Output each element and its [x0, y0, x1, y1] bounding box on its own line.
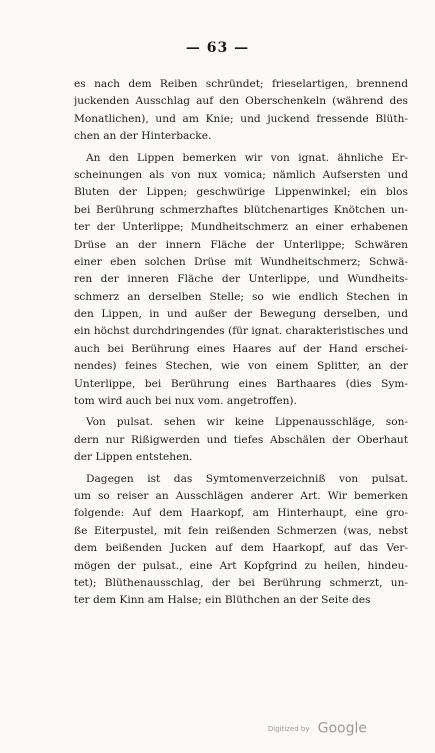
text-line: mögen der pulsat., eine Art Kopfgrind zu heilen, hindeu- [74, 559, 408, 572]
text-line: chen an der Hinterbacke. [74, 130, 212, 143]
text-line: ter der Unterlippe; Mundheitschmerz an einer erhabenen [74, 221, 408, 234]
paragraph [74, 471, 408, 610]
text-line: Unterlippe, bei Berührung eines Barthaares (dies Sym- [74, 377, 408, 390]
text-line: tet); Blüthenausschlag, der bei Berührung schmerzt, un- [74, 576, 408, 589]
watermark-prefix: Digitized by [267, 724, 310, 733]
text-line: Bluten der Lippen; geschwürige Lippenwinkel; ein blos [74, 186, 408, 199]
paragraph [74, 414, 408, 466]
text-line: bei Berührung schmerzhaftes blütchenartiges Knötchen un- [74, 203, 408, 216]
text-line: auch bei Berührung eines Haares auf der Hand erschei- [74, 342, 408, 355]
text-line: Drüse an der innern Fläche der Unterlippe; Schwären [74, 238, 408, 251]
text-line: dern nur Rißigwerden und tiefes Abschälen der Oberhaut [74, 433, 408, 446]
digitized-watermark [268, 718, 367, 737]
text-line: den Lippen, in und außer der Bewegung derselben, und [74, 308, 408, 321]
text-line: scheinungen als von nux vomica; nämlich Aufsersten und [74, 168, 408, 181]
text-line: tom wird auch bei nux vom. angetroffen). [74, 395, 297, 408]
watermark-brand: Google [317, 720, 367, 737]
page-number: — 63 — [185, 40, 250, 56]
text-line: ter dem Kinn am Halse; ein Blüthchen an der Seite des [74, 594, 371, 607]
text-line: Von pulsat. sehen wir keine Lippenausschläge, son- [86, 416, 408, 429]
text-line: der Lippen entstehen. [74, 451, 193, 464]
text-line: ein höchst durchdringendes (für ignat. charakteristisches und [74, 325, 408, 338]
text-line: es nach dem Reiben schründet; frieselartigen, brennend [74, 78, 408, 90]
text-line: nendes) feines Stechen, wie von einem Splitter, an der [74, 360, 408, 373]
paragraph [74, 150, 408, 411]
text-line: um so reiser an Ausschlägen anderer Art. Wir bemerken [74, 489, 408, 502]
text-line: An den Lippen bemerken wir von ignat. ähnliche Er- [86, 151, 408, 164]
body-text [74, 76, 408, 610]
text-line: schmerz an derselben Stelle; so wie endlich Stechen in [74, 290, 408, 303]
text-line: dem beißenden Jucken auf dem Haarkopf, auf das Ver- [74, 542, 408, 555]
text-line: ße Eiterpustel, mit fein reißenden Schmerzen (was, nebst [74, 524, 408, 537]
text-line: ren der inneren Fläche der Unterlippe, und Wundheits- [74, 273, 408, 286]
text-line: Monatlichen), und am Knie; und juckend fressende Blüth- [74, 112, 408, 125]
text-line: juckenden Ausschlag auf den Oberschenkeln (während des [74, 95, 408, 108]
text-line: Dagegen ist das Symtomenverzeichniß von pulsat. [86, 472, 408, 485]
text-line: einer eben solchen Drüse mit Wundheitschmerz; Schwä- [74, 255, 408, 268]
text-line: folgende: Auf dem Haarkopf, am Hinterhaupt, eine gro- [74, 507, 408, 520]
paragraph [74, 76, 408, 146]
